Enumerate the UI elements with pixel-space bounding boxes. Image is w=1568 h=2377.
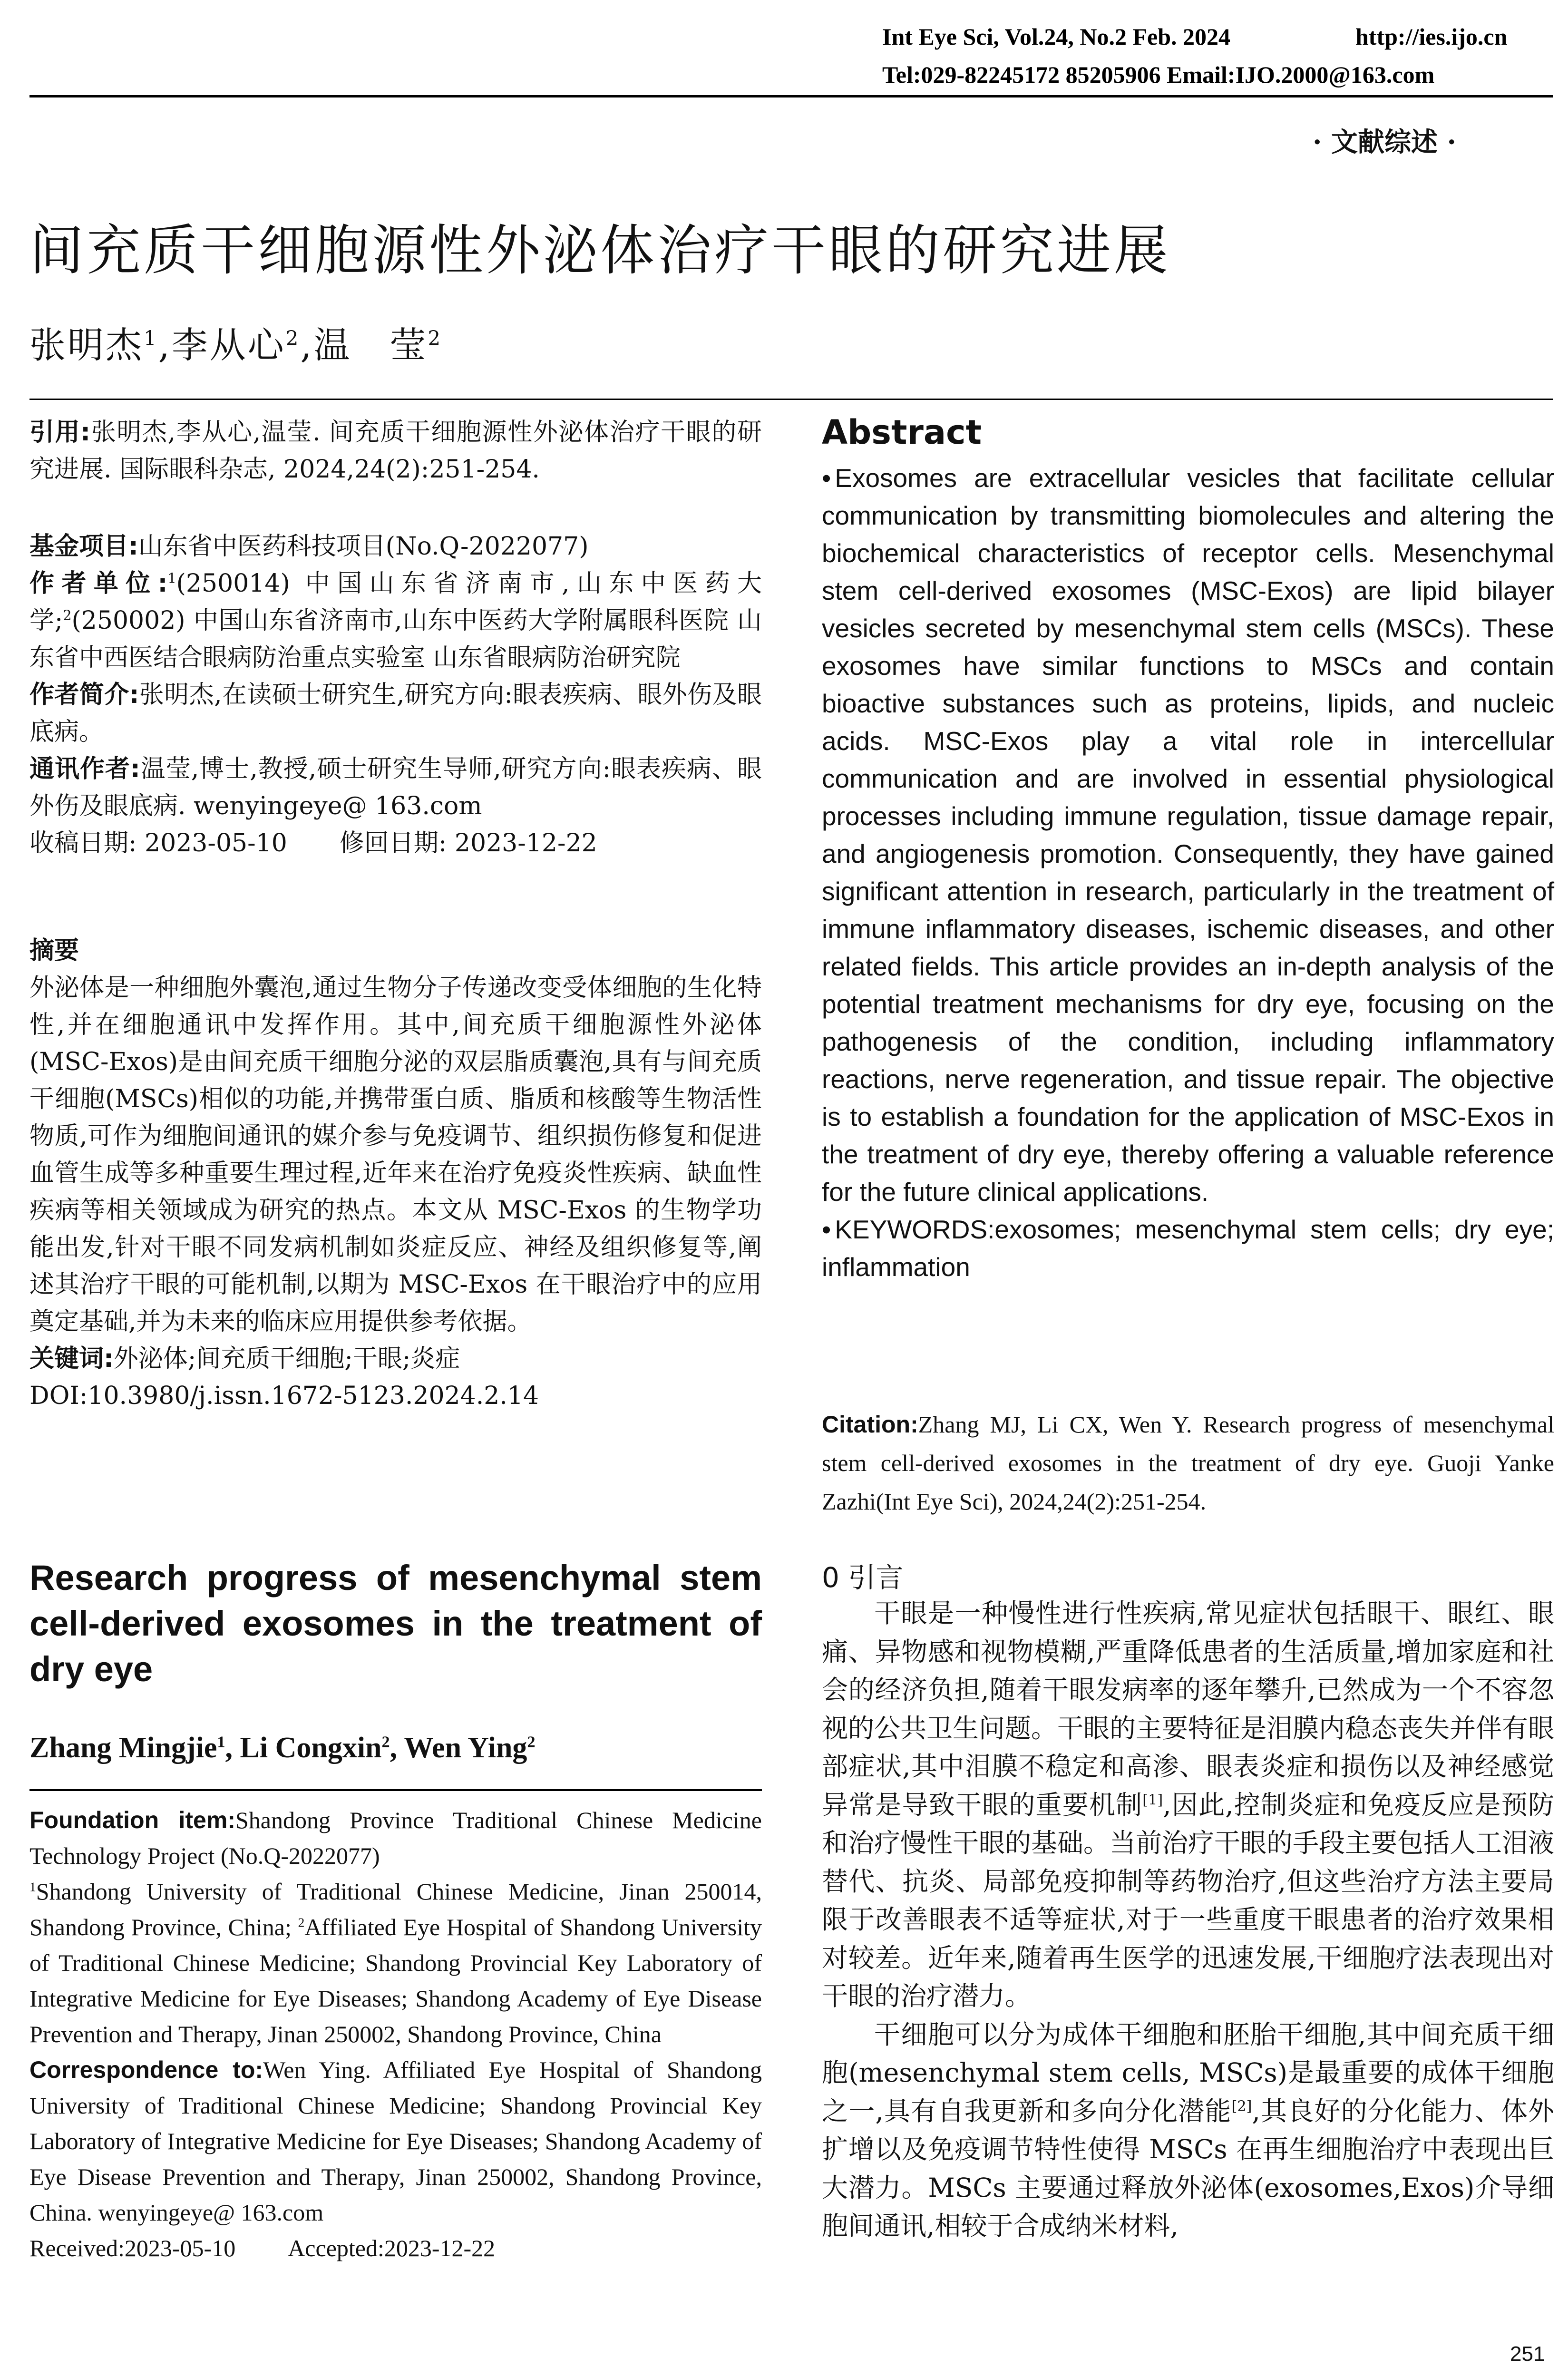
keywords-cn-text: 外泌体;间充质干细胞;干眼;炎症 [113,1344,460,1373]
revised-date: 修回日期: 2023-12-22 [339,829,597,857]
author-3-aff: 2 [428,326,443,350]
english-title: Research progress of mesenchymal stem cell-derived exosomes in the treatment of dry eye [29,1558,762,1689]
keywords-cn-label: 关键词: [29,1344,114,1373]
citation-cn-label: 引用: [29,418,91,447]
citation-cn-text: 张明杰,李从心,温莹. 间充质干细胞源性外泌体治疗干眼的研究进展. 国际眼科杂志, 2024,24(2):251-254. [29,418,762,484]
unit-text-2: (250002) 中国山东省济南市,山东中医药大学附属眼科医院 山东省中西医结合眼病防治重点实验室 山东省眼病防治研究院 [29,606,762,672]
article-info-en [29,1802,762,2266]
en-aff-sup-2: 2 [298,1915,305,1930]
citation-en-label: Citation: [822,1411,918,1438]
unit-sup-2: 2 [63,607,72,623]
keywords-en-label: KEYWORDS: [835,1215,995,1244]
intro-paragraph-2 [822,2016,1554,2245]
keywords-en-text: exosomes; mesenchymal stem cells; dry eye; inflammation [822,1215,1554,1282]
en-corr-label: Correspondence to: [29,2056,263,2083]
section-tag: · 文献综述 · [1313,127,1456,158]
author-2: 李从心 [171,324,286,366]
en-author-1: Zhang Mingjie [29,1732,217,1764]
intro-p2-part-b: ,其良好的分化能力、体外扩增以及免疫调节特性使得 MSCs 在再生细胞治疗中表现出巨大潜力。MSCs 主要通过释放外泌体(exosomes,Exos)介导细胞间通讯,相较于合成纳米材料, [822,2095,1555,2241]
journal-url[interactable]: http://ies.ijo.cn [1355,23,1508,50]
intro-p1-part-a: 干眼是一种慢性进行性疾病,常见症状包括眼干、眼红、眼痛、异物感和视物模糊,严重降低患者的生活质量,增加家庭和社会的经济负担,随着干眼发病率的逐年攀升,已然成为一个不容忽视的公共卫生问题。干眼的主要特征是泪膜内稳态丧失并伴有眼部症状,其中泪膜不稳定和高渗、眼表炎症和损伤以及神经感觉异常是导致干眼的重要机制 [822,1598,1555,1820]
abstract-en [822,459,1554,1286]
unit-text-1: (250014) 中国山东省济南市,山东中医药大学; [29,569,762,635]
en-fund-text: Shandong Province Traditional Chinese Medicine Technology Project (No.Q-2022077) [29,1807,762,1869]
ref-2[interactable]: [2] [1231,2098,1252,2115]
header-rule [29,95,1553,97]
abstract-en-text: • Exosomes are extracellular vesicles that facilitate cellular communication by transmitting biomolecules and altering the biochemical characteristics of receptor cells. Mesenchymal stem cell-derived exosomes (MSC-Exos) are lipid bilayer vesicles secreted by mesenchymal stem cells (MSCs). These exosomes have similar functions to MSCs and contain bioactive substances such as proteins, lipids, and nucleic acids. MSC-Exos play a vital role in intercellular communication and are involved in essential physiological processes including immune regulation, tissue damage repair, and angiogenesis promotion. Consequently, they have gained significant attention in research, particularly in the treatment of immune inflammatory diseases, ischemic diseases, and other related fields. This article provides an in-depth analysis of the potential treatment mechanisms for dry eye, focusing on the pathogenesis of the condition, including inflammatory reactions, nerve regeneration, and tissue repair. The objective is to establish a foundation for the application of MSC-Exos in the treatment of dry eye, thereby offering a valuable reference for the future clinical applications. [822,459,1554,1211]
en-author-1-aff: 1 [217,1733,225,1751]
corr-text: 温莹,博士,教授,硕士研究生导师,研究方向:眼表疾病、眼外伤及眼底病. wenyingeye@ 163.com [29,755,762,820]
en-fund-label: Foundation item: [29,1807,235,1833]
intro-p2-part-a: 干细胞可以分为成体干细胞和胚胎干细胞,其中间充质干细胞(mesenchymal stem cells, MSCs)是最重要的成体干细胞之一,具有自我更新和多向分化潜能 [822,2019,1554,2126]
article-info-cn [29,528,762,862]
abstract-cn [29,932,762,1414]
received-date: 收稿日期: 2023-05-10 [29,829,287,857]
en-aff-1: Shandong University of Traditional Chinese Medicine, Jinan 250014, Shandong Province, China; [29,1878,762,1940]
citation-cn [29,414,762,488]
ref-1[interactable]: [1] [1142,1792,1163,1809]
journal-contact: Tel:029-82245172 85205906 Email:IJO.2000@163.com [882,61,1435,88]
citation-en [822,1405,1554,1521]
fund-label: 基金项目: [29,532,138,561]
corr-label: 通讯作者: [29,755,140,783]
author-1-aff: 1 [144,326,158,350]
unit-label: 作者单位: [29,569,168,598]
unit-sup-1: 1 [167,570,176,586]
en-author-2-aff: 2 [381,1733,390,1751]
page-number: 251 [1510,2342,1545,2366]
bio-text: 张明杰,在读硕士研究生,研究方向:眼表疾病、眼外伤及眼底病。 [29,681,762,746]
intro-paragraph-1 [822,1594,1554,2016]
abstract-cn-text: 外泌体是一种细胞外囊泡,通过生物分子传递改变受体细胞的生化特性,并在细胞通讯中发挥作用。其中,间充质干细胞源性外泌体(MSC-Exos)是由间充质干细胞分泌的双层脂质囊泡,具有与间充质干细胞(MSCs)相似的功能,并携带蛋白质、脂质和核酸等生物活性物质,可作为细胞间通讯的媒介参与免疫调节、组织损伤修复和促进血管生成等多种重要生理过程,近年来在治疗免疫炎性疾病、缺血性疾病等相关领域成为研究的热点。本文从 MSC-Exos 的生物学功能出发,针对干眼不同发病机制如炎症反应、神经及组织修复等,阐述其治疗干眼的可能机制,以期为 MSC-Exos 在干眼治疗中的应用奠定基础,并为未来的临床应用提供参考依据。 [29,974,762,1336]
fund-text: 山东省中医药科技项目(No.Q-2022077) [138,532,589,561]
en-aff-sup-1: 1 [29,1879,36,1894]
en-author-2: Li Congxin [240,1732,382,1764]
abstract-cn-heading: 摘要 [29,936,79,965]
en-authors-rule [29,1789,762,1791]
en-author-3-aff: 2 [527,1733,536,1751]
authors-en: Zhang Mingjie$^1$, Li Congxin$^2$, Wen Ying$^2$ [29,1732,536,1764]
intro-p1-part-b: ,因此,控制炎症和免疫反应是预防和治疗慢性干眼的基础。当前治疗干眼的手段主要包括人工泪液替代、抗炎、局部免疫抑制等药物治疗,但这些治疗方法主要局限于改善眼表不适等症状,对于一些重度干眼患者的治疗效果相对较差。近年来,随着再生医学的迅速发展,干细胞疗法表现出对干眼的治疗潜力。 [822,1789,1555,2011]
author-3: 温 莹 [313,324,428,366]
journal-issue-info: Int Eye Sci, Vol.24, No.2 Feb. 2024 [882,23,1231,50]
en-accepted: Accepted:2023-12-22 [288,2235,496,2261]
author-2-aff: 2 [285,326,301,350]
en-author-3: Wen Ying [404,1732,527,1764]
intro-body [822,1594,1554,2245]
author-1: 张明杰 [29,324,144,366]
authors-cn: 张明杰$^1$,李从心$^2$,温 莹$^2$ [29,324,443,366]
doi[interactable]: DOI:10.3980/j.issn.1672-5123.2024.2.14 [29,1382,539,1410]
intro-heading: 0 引言 [822,1561,904,1594]
page-title: 间充质干细胞源性外泌体治疗干眼的研究进展 [29,219,1171,282]
authors-rule [29,399,1553,400]
bio-label: 作者简介: [29,681,139,709]
abstract-en-heading: Abstract [822,413,982,452]
citation-en-text: Zhang MJ, Li CX, Wen Y. Research progress of mesenchymal stem cell-derived exosomes in the treatment of dry eye. Guoji Yanke Zazhi(Int Eye Sci), 2024,24(2):251-254. [822,1411,1554,1515]
en-aff-2: Affiliated Eye Hospital of Shandong University of Traditional Chinese Medicine; Shandong Provincial Key Laboratory of Integrative Medicine for Eye Diseases; Shandong Academy of Eye Disease Prevention and Therapy, Jinan 250002, Shandong Province, China [29,1914,762,2047]
en-corr-text: Wen Ying. Affiliated Eye Hospital of Shandong University of Traditional Chinese Medicine; Shandong Provincial Key Laboratory of Integrative Medicine for Eye Diseases; Shandong Academy of Eye Disease Prevention and Therapy, Jinan 250002, Shandong Province, China. wenyingeye@ 163.com [29,2056,762,2226]
en-received: Received:2023-05-10 [29,2235,236,2261]
